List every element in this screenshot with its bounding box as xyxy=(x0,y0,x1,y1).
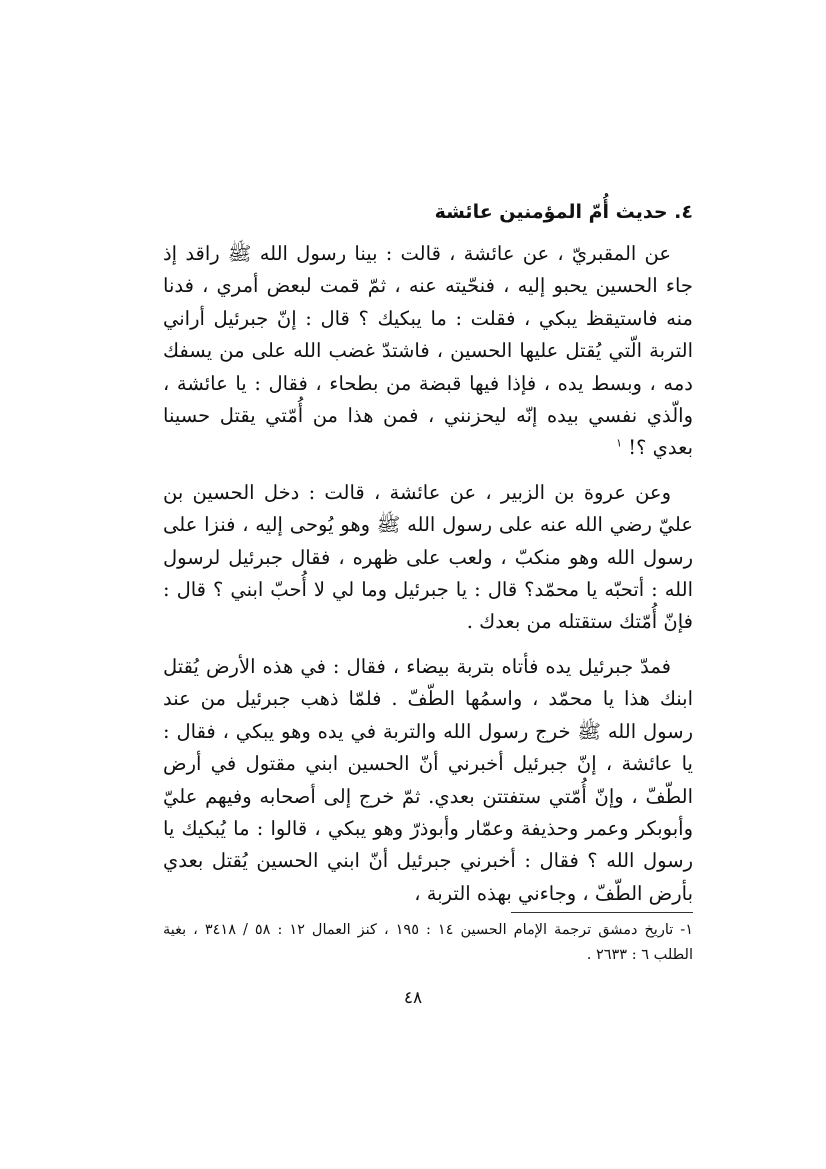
page-number: ٤٨ xyxy=(403,988,423,1008)
body-text xyxy=(163,238,693,910)
paragraph-3: فمدّ جبرئيل يده فأتاه بتربة بيضاء ، فقال : في هذه الأرض يُقتل ابنك هذا يا محمّد ، واسمُها الطّفّ . فلمّا ذهب جبرئيل من عند رسول الله ﷺ خرج رسول الله والتربة في يده وهو يبكي ، فقال : يا عائشة ، إنّ جبرئيل أخبرني أنّ الحسين ابني مقتول في أرض الطّفّ ، وإنّ أُمّتي ستفتتن بعدي. ثمّ خرج إلى أصحابه وفيهم عليّ وأبوبكر وعمر وحذيفة وعمّار وأبوذرّ وهو يبكي ، قالوا : ما يُبكيك يا رسول الله ؟ فقال : أخبرني جبرئيل أنّ ابني الحسين يُقتل بعدي بأرض الطّفّ ، وجاءني بهذه التربة ، xyxy=(163,654,693,905)
paragraph-1-text: عن المقبريّ ، عن عائشة ، قالت : بينا رسول الله ﷺ راقد إذ جاء الحسين يحبو إليه ، فنحّيته عنه ، ثمّ قمت لبعض أمري ، فدنا منه فاستيقظ يبكي ، فقلت : ما يبكيك ؟ قال : إنّ جبرئيل أراني التربة الّتي يُقتل عليها الحسين ، فاشتدّ غضب الله على من يسفك دمه ، وبسط يده ، فإذا فيها قبضة من بطحاء ، فقال : يا عائشة ، والّذي نفسي بيده إنّه ليحزنني ، فمن هذا من أُمّتي يقتل حسينا بعدي ؟! xyxy=(163,242,693,460)
paragraph-1 xyxy=(163,238,693,465)
footnote-text: ١- تاريخ دمشق ترجمة الإمام الحسين ١٤ : ١٩٥ ، كنز العمال ١٢ : ٥٨ / ٣٤١٨ ، بغية الطلب ٦ : ٢٦٣٣ . xyxy=(163,922,693,963)
section-heading: ٤. حديث أُمّ المؤمنين عائشة xyxy=(434,201,693,223)
footnote-divider xyxy=(511,912,693,913)
paragraph-2: وعن عروة بن الزبير ، عن عائشة ، قالت : دخل الحسين بن عليّ رضي الله عنه على رسول الله ﷺ وهو يُوحى إليه ، فنزا على رسول الله وهو منكبّ ، ولعب على ظهره ، فقال جبرئيل لرسول الله : أتحبّه يا محمّد؟ قال : يا جبرئيل وما لي لا أُحبّ ابني ؟ قال : فإنّ أُمّتك ستقتله من بعدك . xyxy=(163,480,693,634)
footnote-reference: ١ xyxy=(616,436,623,450)
